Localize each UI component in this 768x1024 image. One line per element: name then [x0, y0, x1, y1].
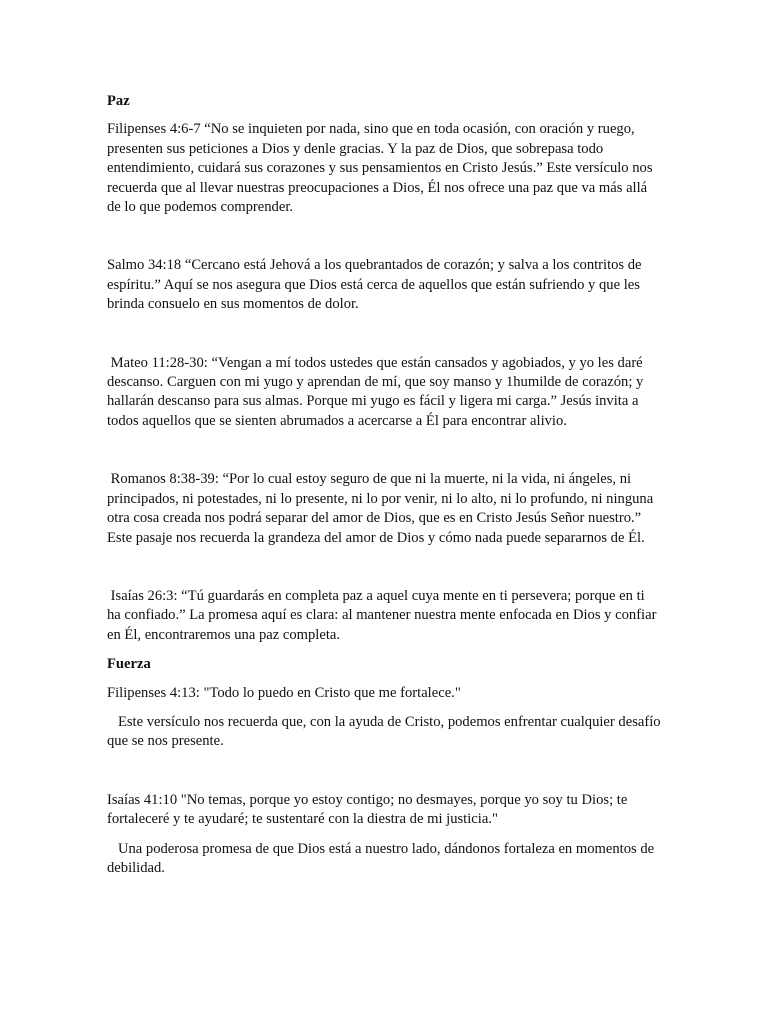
paragraph-commentary-filipenses: Este versículo nos recuerda que, con la ayuda de Cristo, podemos enfrentar cualquier desafío que se nos presente. — [107, 713, 665, 750]
paragraph-filipenses-4-6-7: Filipenses 4:6-7 “No se inquieten por nada, sino que en toda ocasión, con oración y ruego, presenten sus peticiones a Dios y denle gracias. Y la paz de Dios, que sobrepasa todo entendimiento, cuidará sus corazones y sus pensamientos en Cristo Jesús.” Este versículo nos recuerda que al llevar nuestras preocupaciones a Dios, Él nos ofrece una paz que va más allá de lo que podemos comprender. — [107, 121, 653, 216]
paragraph-romanos-8-38-39: Romanos 8:38-39: “Por lo cual estoy seguro de que ni la muerte, ni la vida, ni ángeles, ni principados, ni potestades, ni lo presente, ni lo por venir, ni lo alto, ni lo profundo, ni ninguna otra cosa creada nos podrá separar del amor de Dios, que es en Cristo Jesús Señor nuestro.” Este pasaje nos recuerda la grandeza del amor de Dios y cómo nada puede separarnos de Él. — [107, 471, 657, 546]
paragraph-isaias-41-10: Isaías 41:10 "No temas, porque yo estoy contigo; no desmayes, porque yo soy tu Dios; te fortaleceré y te ayudaré; te sustentaré con la diestra de mi justicia." — [107, 791, 628, 828]
paragraph-commentary-isaias: Una poderosa promesa de que Dios está a nuestro lado, dándonos fortaleza en momentos de debilidad. — [107, 840, 658, 876]
paragraph-isaias-26-3: Isaías 26:3: “Tú guardarás en completa paz a aquel cuya mente en ti persevera; porque en ti ha confiado.” La promesa aquí es clara: al mantener nuestra mente enfocada en Dios y confiar en Él, encontraremos una paz completa. — [107, 587, 661, 643]
paragraph-filipenses-4-13: Filipenses 4:13: "Todo lo puedo en Cristo que me fortalece." — [107, 684, 461, 701]
document-page — [107, 92, 665, 888]
section-heading-paz: Paz — [107, 93, 130, 109]
spacer — [107, 227, 662, 256]
spacer — [107, 762, 662, 791]
paragraph-salmo-34-18: Salmo 34:18 “Cercano está Jehová a los quebrantados de corazón; y salva a los contritos de espíritu.” Aquí se nos asegura que Dios está cerca de aquellos que están sufriendo y que les brinda consuelo en sus momentos de dolor. — [107, 257, 642, 313]
spacer — [107, 558, 662, 587]
spacer — [107, 441, 662, 470]
paragraph-mateo-11-28-30: Mateo 11:28-30: “Vengan a mí todos ustedes que están cansados y agobiados, y yo les daré descanso. Carguen con mi yugo y aprendan de mí, que soy manso y 1humilde de corazón; y hallarán descanso para sus almas. Porque mi yugo es fácil y ligera mi carga.” Jesús invita a todos aquellos que se sienten abrumados a acercarse a Él para encontrar alivio. — [107, 354, 647, 429]
section-heading-fuerza: Fuerza — [107, 656, 151, 673]
spacer — [107, 325, 662, 354]
